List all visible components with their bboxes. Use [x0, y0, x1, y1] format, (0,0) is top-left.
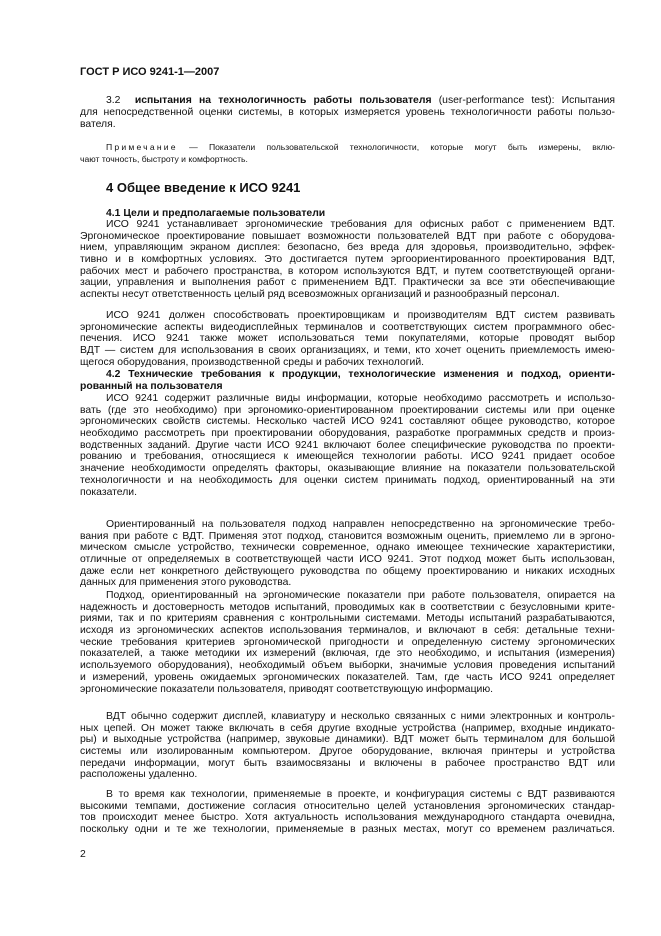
text-line: надежность и достоверность методов испытаний, проводимых как в соответствии с безусловными крите-: [80, 601, 615, 613]
text-line: зации, управления и выполнения работ с применением ВДТ. Практически за все эти обеспечивающие: [80, 277, 615, 289]
text-line: аспекты несут ответственность целый ряд всевозможных организаций и разнообразный персонал.: [80, 289, 560, 301]
text-line: тивно и в комфортных условиях. Это достигается путем эргоориентированного проектирования ВДТ,: [80, 254, 615, 266]
text-line: Ориентированный на пользователя подход направлен непосредственно на эргономические требо-: [106, 519, 615, 530]
text-line: используемого оборудования), необходимый объем выборки, значимые условия проведения испытаний: [80, 660, 615, 672]
paragraph: [80, 711, 615, 781]
paragraph: [80, 590, 615, 695]
document-header: ГОСТ Р ИСО 9241-1—2007: [80, 66, 220, 78]
text-line: необходимо рассмотреть при проектировании оборудования, разработке программных средств и произ-: [80, 428, 615, 440]
text-line: риями, так и по критериям сравнения с контрольными системами. Методы испытаний разрабатываются,: [80, 613, 615, 625]
text-line: значение необходимости определять факторы, оказывающие влияние на показатели пользовательской: [80, 463, 615, 475]
note-text: — Показатели пользовательской технологичности, которые могут быть измерены, вклю-: [189, 142, 615, 152]
text-line: 4.1 Цели и предполагаемые пользователи: [106, 208, 326, 219]
subsection-heading: [80, 369, 615, 392]
text-line: ИСО 9241 должен способствовать проектировщикам и производителям ВДТ систем развивать: [106, 310, 615, 321]
text-line: нием, управляющим экраном дисплея: безопасно, без вреда для здоровья, производительно, эффек-: [80, 242, 615, 254]
paragraph: [80, 310, 615, 368]
page-number: 2: [80, 849, 86, 860]
text-line: эргономических свойств системы. Несколько частей ИСО 9241 составляют общее руководство, которое: [80, 416, 615, 428]
text-line: вать (где это необходимо) при эргономико-ориентированном проектировании системы или при оценке: [80, 404, 615, 416]
note: [80, 141, 615, 165]
text-line: передачи информации, могут быть взаимосвязаны и включены в рабочее пространство ВДТ или: [80, 757, 615, 769]
text-line: эргономические показатели пользователя, приводят соответствующую информацию.: [80, 683, 494, 695]
text-line: отличные от определяемых в соответствующей части ИСО 9241. Этот подход может быть использован,: [80, 554, 615, 566]
text-line: расположены удаленно.: [80, 769, 198, 781]
text-line: щегося оборудования, производственной среды и рабочих технологий.: [80, 356, 425, 368]
text-line: В то время как технологии, применяемые в проекте, и конфигурация системы с ВДТ развиваются: [106, 789, 615, 800]
text-line: ры) и выходные устройства (например, звуковые динамики). ВДТ может быть терминалом для большой: [80, 734, 615, 746]
text-line: технологичности и на необходимость для оценки систем принимать подход, ориентированный на эти: [80, 474, 615, 486]
section-heading: 4 Общее введение к ИСО 9241: [106, 180, 301, 195]
note-first-line: [80, 141, 615, 153]
definition-first-line: [80, 95, 615, 107]
text-line: исходя из эргономических аспектов использования терминалов, и включают в себя: детальные техни-: [80, 625, 615, 637]
text-line: 4.2 Технические требования к продукции, технологические изменения и подход, ориенти-: [106, 369, 615, 380]
definition-line: вателя.: [80, 119, 116, 130]
definition-text: (user-performance test): Испытания: [438, 95, 615, 106]
text-line: вания при работе с ВДТ. Применяя этот подход, становится возможным оценить, приемлемо ли в эргоно-: [80, 530, 615, 542]
text-line: и измерений, уровень ожидаемых эргономических показателей. Там, где часть ИСО 9241 определяет: [80, 671, 615, 683]
text-line: ИСО 9241 содержит различные виды информации, которые необходимо рассмотреть и использо-: [106, 393, 615, 404]
note-label: Примечание: [106, 142, 178, 152]
definition-line: для непосредственной оценки системы, в которых измеряется уровень технологичности работы пользо-: [80, 107, 615, 118]
text-line: Подход, ориентированный на эргономические показатели при работе пользователя, опирается на: [106, 590, 615, 601]
paragraph: [80, 219, 615, 301]
text-line: ИСО 9241 устанавливает эргономические требования для офисных работ с применением ВДТ.: [106, 219, 615, 230]
text-line: данных для применения этого руководства.: [80, 577, 292, 589]
definition-3-2: [80, 95, 615, 131]
subsection-heading: [80, 208, 615, 220]
text-line: даже если нет конкретного действующего руководства по общему проектированию и никаких исходных: [80, 565, 615, 577]
paragraph: [80, 519, 615, 589]
text-line: рованный на пользователя: [80, 380, 223, 392]
paragraph: [80, 393, 615, 498]
text-line: рабочих мест и рабочего пространства, в котором используются ВДТ, и путем соответствующей органи-: [80, 265, 615, 277]
text-line: ческие требования критериев эргономической пригодности и определенную систему эргономических: [80, 636, 615, 648]
text-line: рованию и требования, относящиеся к имеющейся технологии работы. ИСО 9241 придает особое: [80, 451, 615, 463]
text-line: ВДТ — систем для использования в своих организациях, и теми, кто хочет оценить приемлемость имею-: [80, 345, 615, 357]
text-line: показатели.: [80, 486, 137, 498]
text-line: Эргономическое проектирование повышает возможности пользователей ВДТ при работе с оборудова-: [80, 230, 615, 242]
definition-term: испытания на технологичность работы пользователя: [134, 95, 432, 106]
definition-number: 3.2: [106, 95, 121, 106]
paragraph: [80, 789, 615, 836]
text-line: эргономические аспекты видеодисплейных терминалов и соответствующих систем программного обес-: [80, 321, 615, 333]
text-line: ных цепей. Он может также включать в себя другие входные устройства (например, входные индикато-: [80, 722, 615, 734]
text-line: поскольку одни и те же технологии, применяемые в разных местах, могут со временем различаться.: [80, 824, 615, 836]
text-line: тов происходит менее быстро. Хотя актуальность использования международного стандарта очевидна,: [80, 812, 615, 824]
text-line: показателей, а также методики их измерений (включая, где это необходимо, и испытания (измерения): [80, 648, 615, 660]
note-line: чают точность, быстроту и комфортность.: [80, 154, 248, 164]
text-line: системы или изолированным компьютером. Другое оборудование, включая принтеры и устройства: [80, 746, 615, 758]
text-line: мическом смысле устройство, технически современное, однако имеющее технические характеристики,: [80, 542, 615, 554]
text-line: печения. ИСО 9241 также может использоваться теми покупателями, которые проводят выбор: [80, 333, 615, 345]
text-line: водственных заданий. Другие части ИСО 9241 включают более специфические руководства по проекти-: [80, 439, 615, 451]
text-line: высокими темпами, достижение согласия относительно целей установления эргономических стандар-: [80, 800, 615, 812]
text-line: ВДТ обычно содержит дисплей, клавиатуру и несколько связанных с ними электронных и контроль-: [106, 711, 615, 722]
